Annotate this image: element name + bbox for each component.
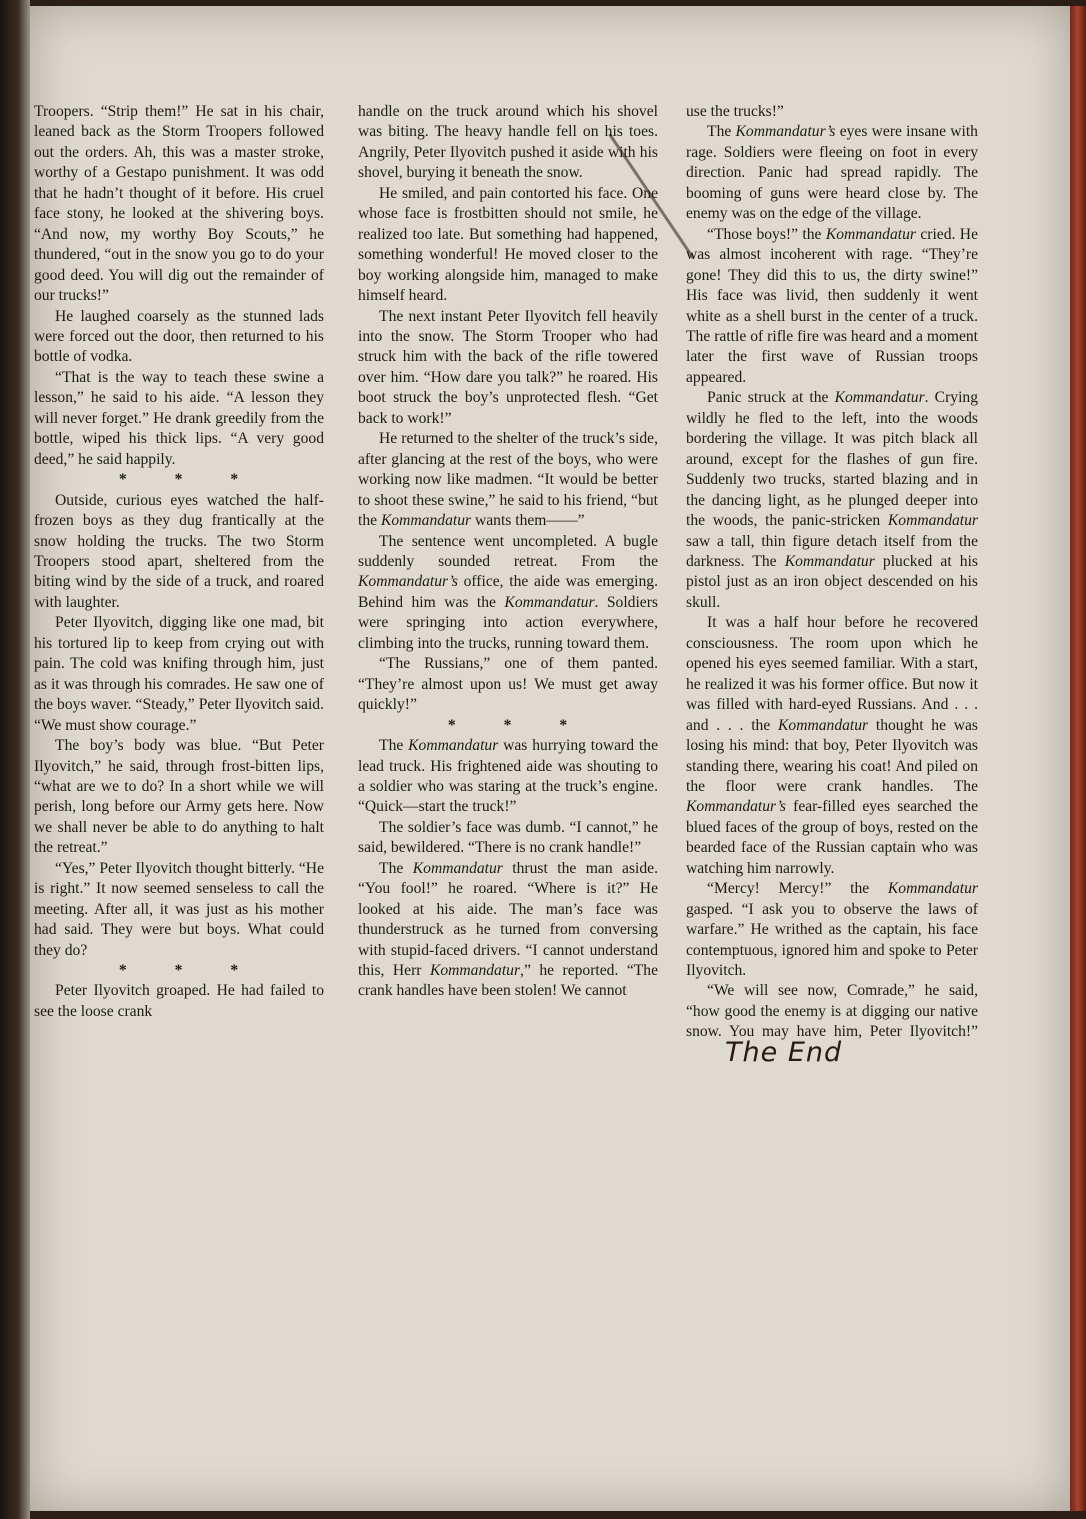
book-binding xyxy=(0,0,30,1519)
text-column-right xyxy=(686,102,978,1068)
italic-term: Kommandatur xyxy=(825,225,916,243)
italic-term: Kommandatur xyxy=(408,737,499,755)
text-column-middle xyxy=(358,102,658,1002)
story-paragraph: The Kommandatur’s eyes were insane with rage. Soldiers were fleeing on foot in every direction. Panic had spread rapidly. The booming of guns were heard close by. The enemy was on the edge of the village. xyxy=(686,123,978,223)
story-paragraph: Peter Ilyovitch, digging like one mad, bit his tortured lip to keep from crying out with pain. The cold was knifing through him, just as it was through his comrades. He saw one of the boys waver. “Steady,” Peter Ilyovitch said. “We must show courage.” xyxy=(34,614,324,734)
section-break-stars: * * * xyxy=(118,962,261,980)
story-paragraph: The soldier’s face was dumb. “I cannot,” he said, bewildered. “There is no crank handle!” xyxy=(358,818,658,857)
story-paragraph: Outside, curious eyes watched the half-frozen boys as they dug frantically at the snow holding the trucks. The two Storm Troopers stood apart, sheltered from the biting wind by the side of a truck, and roared with laughter. xyxy=(34,491,324,611)
story-paragraph: Troopers. “Strip them!” He sat in his chair, leaned back as the Storm Troopers followed out the orders. Ah, this was a master stroke, worthy of a Gestapo punishment. It was odd that he hadn’t thought of it before. His cruel face stony, he looked at the shivering boys. “And now, my worthy Boy Scouts,” he thundered, “out in the snow you go to do your good deed. You will dig out the remainder of our trucks!” xyxy=(34,103,324,305)
section-break-stars: * * * xyxy=(447,716,590,734)
story-paragraph: The Kommandatur was hurrying toward the lead truck. His frightened aide was shouting to a soldier who was staring at the truck’s engine. “Quick—start the truck!” xyxy=(358,737,658,816)
story-paragraph: Peter Ilyovitch groaped. He had failed to see the loose crank xyxy=(34,982,324,1020)
story-paragraph: The sentence went uncompleted. A bugle suddenly sounded retreat. From the Kommandatur’s office, the aide was emerging. Behind him was the Kommandatur. Soldiers were springing into action everywhere, climbing into the trucks, running toward them. xyxy=(358,532,658,652)
italic-term: Kommandatur xyxy=(504,593,595,611)
italic-term: Kommandatur xyxy=(784,552,875,570)
story-paragraph: The next instant Peter Ilyovitch fell heavily into the snow. The Storm Trooper who had struck him with the back of the rifle towered over him. “How dare you talk?” he roared. His boot struck the boy’s unprotected flesh. “Get back to work!” xyxy=(358,307,658,427)
italic-term: Kommandatur’s xyxy=(735,123,836,141)
italic-term: Kommandatur xyxy=(412,859,503,877)
story-paragraph: He smiled, and pain contorted his face. One whose face is frostbitten should not smile, he realized too late. But something had happened, something wonderful! He moved closer to the boy working alongside him, managed to make himself heard. xyxy=(358,184,658,305)
story-paragraph: The Kommandatur thrust the man aside. “You fool!” he roared. “Where is it?” He looked at his aide. The man’s face was thunderstruck as he turned from conversing with stupid-faced drivers. “I cannot understand this, Herr Kommandatur,” he reported. “The crank handles have been stolen! We cannot xyxy=(358,859,659,1000)
italic-term: Kommandatur xyxy=(778,716,869,734)
italic-term: Kommandatur xyxy=(834,389,925,407)
section-break-stars: * * * xyxy=(118,471,261,489)
story-paragraph: handle on the truck around which his shovel was biting. The heavy handle fell on his toes. Angrily, Peter Ilyovitch pushed it aside with his shovel, burying it beneath the snow. xyxy=(358,103,658,182)
story-paragraph: It was a half hour before he recovered consciousness. The room upon which he opened his eyes seemed familiar. With a start, he realized it was his former office. But now it was filled with hard-eyed Russians. And . . . and . . . the Kommandatur thought he was losing his mind: that boy, Peter Ilyovitch was standing there, wearing his coat! And piled on the floor were crank handles. The Kommandatur’s fear-filled eyes searched the blued faces of the group of boys, rested on the bearded face of the Russian captain who was watching him narrowly. xyxy=(686,614,978,877)
italic-term: Kommandatur xyxy=(429,962,521,980)
magazine-page xyxy=(30,6,1070,1511)
italic-term: Kommandatur xyxy=(380,512,472,530)
story-paragraph: He returned to the shelter of the truck’s side, after glancing at the rest of the boys, who were working now like madmen. “It would be better to shoot these swine,” he said to his friend, “but the Kommandatur wants them——” xyxy=(358,430,658,530)
text-column-left xyxy=(34,102,324,1022)
italic-term: Kommandatur xyxy=(887,880,978,898)
story-paragraph: “Those boys!” the Kommandatur cried. He was almost incoherent with rage. “They’re gone! They did this to us, the dirty swine!” His face was livid, then suddenly it went white as a shell burst in the center of a truck. The rattle of rifle fire was heard and a moment later the first wave of Russian troops appeared. xyxy=(686,225,978,386)
story-paragraph: Panic struck at the Kommandatur. Crying wildly he fled to the left, into the woods bordering the village. It was pitch black all around, except for the flashes of gun fire. Suddenly two trucks, started blazing and in the dancing light, as he plunged deeper into the woods, the panic-stricken Kommandatur saw a tall, thin figure detach itself from the darkness. The Kommandatur plucked at his pistol just as an iron object descended on his skull. xyxy=(686,389,978,611)
story-paragraph: He laughed coarsely as the stunned lads were forced out the door, then returned to his bottle of vodka. xyxy=(34,307,324,366)
story-paragraph: “That is the way to teach these swine a lesson,” he said to his aide. “A lesson they will never forget.” He drank greedily from the bottle, wiped his thick lips. “A very good deed,” he said happily. xyxy=(34,368,324,468)
italic-term: Kommandatur xyxy=(887,512,978,530)
story-paragraph: “Mercy! Mercy!” the Kommandatur gasped. “I ask you to observe the laws of warfare.” He writhed as the captain, his face contemptuous, ignored him and spoke to Peter Ilyovitch. xyxy=(686,880,978,980)
story-paragraph: use the trucks!” xyxy=(686,103,784,120)
italic-term: Kommandatur’s xyxy=(358,573,458,591)
story-paragraph: “The Russians,” one of them panted. “They’re almost upon us! We must get away quickly!” xyxy=(358,655,658,714)
the-end-signature: The End xyxy=(725,1036,843,1068)
italic-term: Kommandatur’s xyxy=(686,798,786,816)
story-paragraph: “We will see now, Comrade,” he said, “how good the enemy is at digging our native snow. You may have him, Peter Ilyovitch!”The End xyxy=(686,982,978,1068)
story-paragraph: “Yes,” Peter Ilyovitch thought bitterly. “He is right.” It now seemed senseless to call the meeting. After all, it was just as his mother had said. They were but boys. What could they do? xyxy=(34,859,324,959)
story-paragraph: The boy’s body was blue. “But Peter Ilyovitch,” he said, through frost-bitten lips, “what are we to do? In a short while we will perish, long before our Army gets here. Now we shall never be able to do anything to halt the retreat.” xyxy=(34,737,324,857)
